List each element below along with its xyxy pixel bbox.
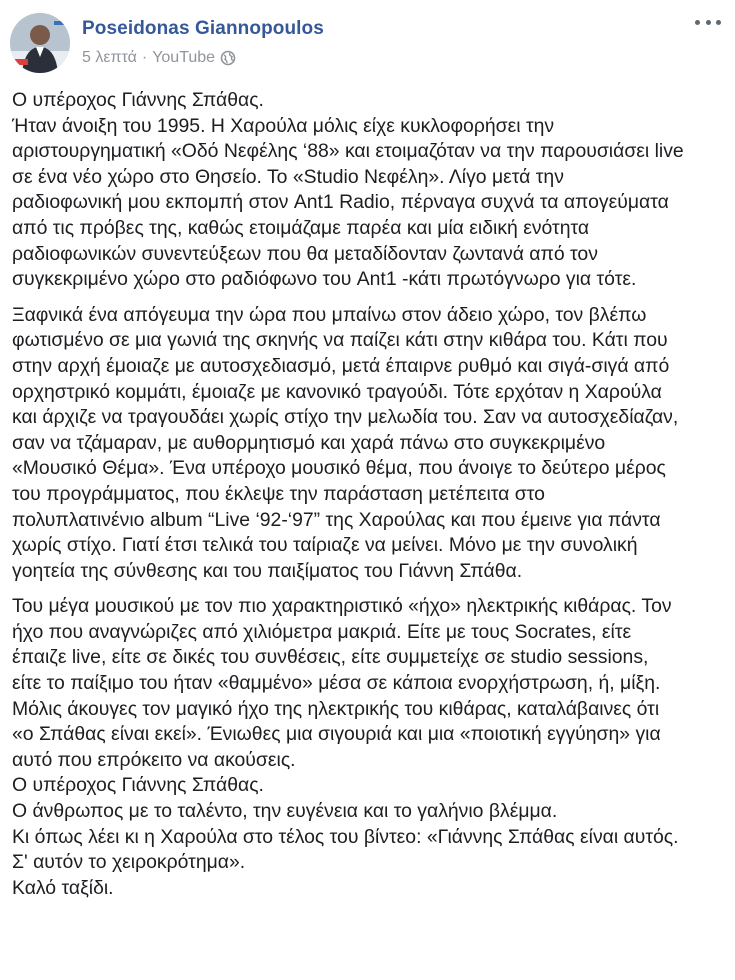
text-line: «Μουσικό Θέμα». Ένα υπέροχο μουσικό θέμα, που άνοιγε το δεύτερο μέρος: [12, 457, 666, 480]
text-line: Σ' αυτόν το χειροκρότημα».: [12, 851, 246, 874]
text-line: ορχηστρικό κομμάτι, έμοιαζε με κανονικό τραγούδι. Τότε ερχόταν η Χαρούλα: [12, 380, 662, 403]
text-line: Μόλις άκουγες τον μαγικό ήχο της ηλεκτρικής του κιθάρας, καταλάβαινες ότι: [12, 697, 660, 720]
avatar[interactable]: [10, 13, 70, 73]
text-line: ήχο που αναγνώριζες από χιλιόμετρα μακριά. Είτε με τους Socrates, είτε: [12, 620, 632, 643]
text-line: σαν να τζάμαραν, με αυθορμητισμό και χαρά πάνω στο συγκεκριμένο: [12, 431, 606, 454]
post-header: [0, 0, 735, 80]
post-text: [12, 88, 732, 911]
text-line: συγκεκριμένο χώρο στο ραδιόφωνο του Ant1 -κάτι πρωτόγνωρο για τότε.: [12, 268, 637, 291]
text-line: Ξαφνικά ένα απόγευμα την ώρα που μπαίνω στον άδειο χώρο, τον βλέπω: [12, 303, 647, 326]
text-line: Κι όπως λέει κι η Χαρούλα στο τέλος του βίντεο: «Γιάννης Σπάθας είναι αυτός.: [12, 825, 679, 848]
post-time[interactable]: 5 λεπτά: [82, 49, 137, 66]
text-line: ραδιοφωνικών συνεντεύξεων που θα μεταδίδονταν ζωντανά από τον: [12, 242, 598, 265]
text-line: έπαιζε live, είτε σε δικές του συνθέσεις, είτε συμμετείχε σε studio sessions,: [12, 646, 649, 669]
post-meta: [82, 49, 236, 67]
more-options-icon[interactable]: [695, 14, 721, 30]
text-line: και άρχιζε να τραγουδάει χωρίς στίχο την μελωδία του. Σαν να αυτοσχεδίαζαν,: [12, 406, 679, 429]
paragraph-1: [12, 88, 732, 293]
author-name[interactable]: Poseidonas Giannopoulos: [82, 18, 324, 39]
text-line: σε ένα νέο χώρο στο Θησείο. Το «Studio Νεφέλη». Λίγο μετά την: [12, 165, 564, 188]
text-line: Ήταν άνοιξη του 1995. Η Χαρούλα μόλις είχε κυκλοφορήσει την: [12, 114, 555, 137]
text-line: Ο άνθρωπος με το ταλέντο, την ευγένεια και το γαλήνιο βλέμμα.: [12, 800, 558, 823]
text-line: γοητεία της σύνθεσης και του παιξίματος του Γιάννη Σπάθα.: [12, 559, 523, 582]
paragraph-3: [12, 594, 732, 901]
text-line: Ο υπέροχος Γιάννης Σπάθας.: [12, 89, 264, 111]
avatar-photo-icon: [10, 13, 70, 73]
text-line: φωτισμένο σε μια γωνιά της σκηνής να παίζει κάτι στην κιθάρα του. Κάτι που: [12, 329, 668, 352]
text-line: Καλό ταξίδι.: [12, 876, 114, 899]
post-source: YouTube: [152, 49, 216, 66]
text-line: χωρίς στίχο. Γιατί έτσι τελικά του ταίριαζε να μείνει. Μόνο με την συνολική: [12, 534, 638, 557]
text-line: ραδιοφωνική μου εκπομπή στον Ant1 Radio, πέρναγα συχνά τα απογεύματα: [12, 191, 669, 214]
text-line: πολυπλατινένιο album “Live ‘92-‘97” της Χαρούλας και που έμεινε για πάντα: [12, 508, 661, 531]
text-line: από τις πρόβες της, καθώς ετοιμάζαμε παρέα και μία ειδική ενότητα: [12, 216, 590, 239]
globe-icon: [220, 50, 236, 66]
text-line: αυτό που επρόκειτο να ακούσεις.: [12, 748, 296, 771]
text-line: Ο υπέροχος Γιάννης Σπάθας.: [12, 774, 264, 797]
text-line: αριστουργηματική «Οδό Νεφέλης ‘88» και ετοιμαζόταν να την παρουσιάσει live: [12, 140, 684, 163]
meta-separator: ·: [141, 49, 148, 66]
paragraph-2: [12, 303, 732, 585]
text-line: είτε το παίξιμο του ήταν «θαμμένο» μέσα σε κάποια ενορχήστρωση, ή, μίξη.: [12, 672, 661, 695]
text-line: «ο Σπάθας είναι εκεί». Ένιωθες μια σιγουριά και μια «ποιοτική εγγύηση» για: [12, 723, 661, 746]
text-line: στην αρχή έμοιαζε με αυτοσχεδιασμό, μετά έπαιρνε ρυθμό και σιγά-σιγά από: [12, 354, 670, 377]
text-line: Του μέγα μουσικού με τον πιο χαρακτηριστικό «ήχο» ηλεκτρικής κιθάρας. Τον: [12, 595, 672, 618]
text-line: του προγράμματος, που έκλεψε την παράσταση μετέπειτα στο: [12, 482, 545, 505]
